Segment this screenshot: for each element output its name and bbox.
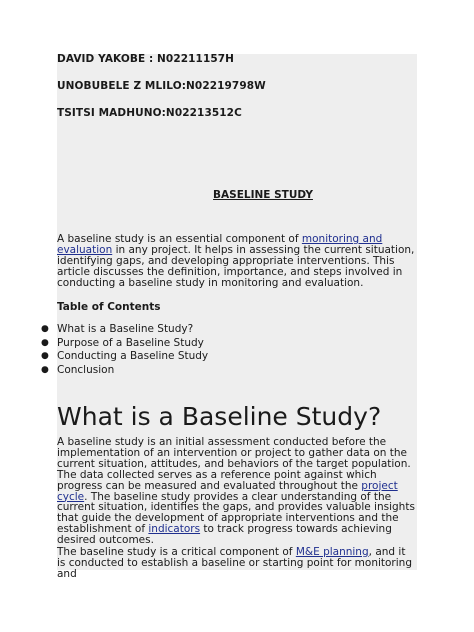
title-container (57, 183, 417, 202)
author-line: DAVID YAKOBE : N02211157H (57, 53, 235, 65)
paragraph-text: , and it is conducted to establish a baseline or starting point for monitoring and (57, 546, 412, 580)
toc-item[interactable] (41, 336, 357, 351)
section-heading: What is a Baseline Study? (57, 402, 382, 431)
author-line: TSITSI MADHUNO:N02213512C (57, 107, 242, 119)
intro-paragraph (57, 234, 417, 289)
toc-item-label: Conducting a Baseline Study (57, 350, 209, 363)
document-title: BASELINE STUDY (213, 189, 313, 201)
intro-text-before: A baseline study is an essential component of (57, 233, 302, 245)
me-planning-link[interactable]: M&E planning (295, 546, 369, 558)
bullet-icon: ● (41, 365, 49, 376)
toc-item[interactable] (41, 323, 357, 337)
paragraph-text: . The baseline study provides a clear understanding of the current situation, identifies the gaps, and provides valuable insights that guide the development of appropriate interventions and the establishment of (57, 490, 415, 536)
toc-item[interactable] (41, 350, 357, 364)
indicators-link[interactable]: indicators (148, 523, 201, 536)
paragraph-text: A baseline study is an initial assessment conducted before the implementation of an intervention or project to gather data on the current situation, attitudes, and behaviors of the target population. The data collected serves as a reference point against which progress can be measured and evaluated throughout the (57, 436, 411, 492)
monitoring-evaluation-link[interactable]: monitoring and evaluation (57, 233, 383, 256)
bullet-icon: ● (41, 351, 49, 362)
table-of-contents (41, 323, 357, 378)
toc-item-label: Purpose of a Baseline Study (57, 336, 204, 349)
intro-text-after: in any project. It helps in assessing the current situation, identifying gaps, and developing appropriate interventions. This article discusses the definition, importance, and steps involved in conducting a baseline study in monitoring and evaluation. (57, 243, 415, 289)
bullet-icon: ● (41, 324, 49, 334)
toc-item-label: Conclusion (57, 364, 115, 377)
author-line: UNOBUBELE Z MLILO:N02219798W (57, 80, 266, 92)
author-list (57, 53, 417, 134)
toc-heading: Table of Contents (57, 301, 161, 313)
toc-item[interactable] (41, 364, 357, 378)
paragraph-text: The baseline study is a critical component of (57, 546, 296, 558)
toc-item-label: What is a Baseline Study? (57, 323, 194, 335)
project-cycle-link[interactable]: project cycle (57, 479, 398, 503)
bullet-icon: ● (41, 337, 49, 348)
paragraph-text: to track progress towards achieving desired outcomes. (57, 523, 392, 547)
section-paragraph (57, 437, 417, 546)
section-paragraph (57, 547, 417, 580)
